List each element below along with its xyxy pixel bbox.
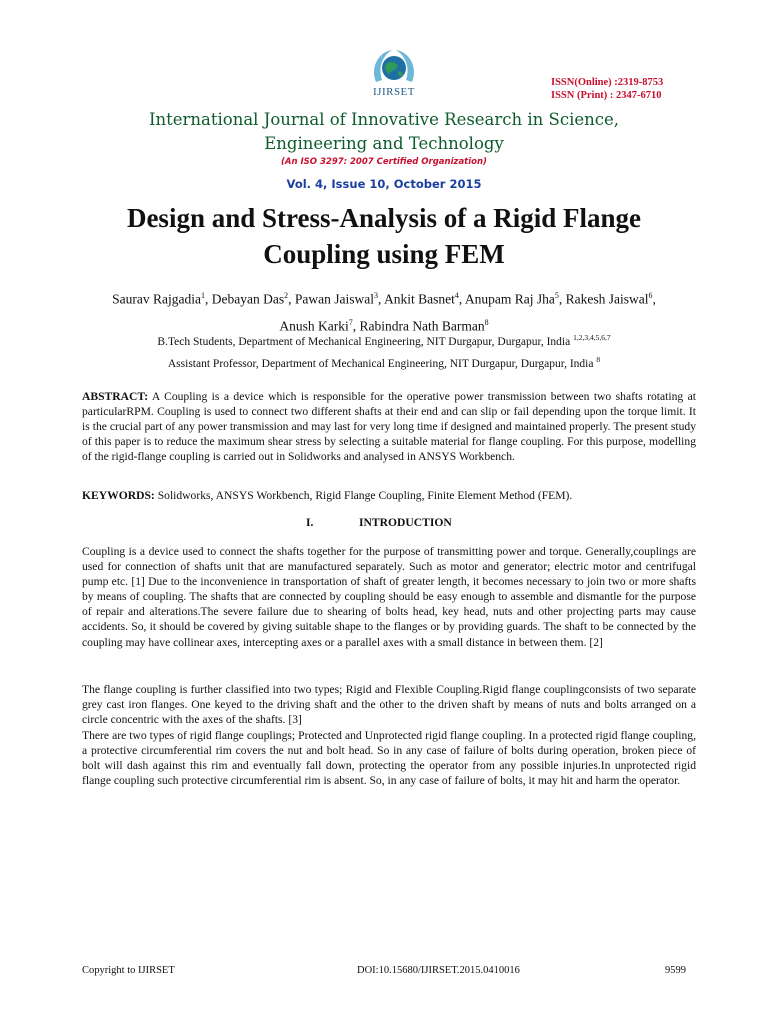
author-sup: 5 [554,291,559,300]
paper-title-line2: Coupling using FEM [263,239,505,269]
author-sup: 1 [201,291,205,300]
issn-block [551,76,663,102]
author-list: Saurav Rajgadia$^1$, Debayan Das$^2$, Pawan Jaiswal$^3$, Ankit Basnet$^4$, Anupam Raj Jha$^5$, Rakesh Jaiswal$^6$, Anush Karki$^7$, Rabindra Nath Barman$^8$ [112,291,656,333]
journal-logo-text: IJIRSET [373,86,415,98]
keywords-label: KEYWORDS: [82,489,155,502]
author-name: Rabindra Nath Barman [359,318,485,333]
affiliation-sup: 1,2,3,4,5,6,7 [573,333,611,342]
issn-print: ISSN (Print) : 2347-6710 [551,90,662,101]
volume-issue: Vol. 4, Issue 10, October 2015 [286,177,482,191]
affiliation-students [40,333,728,348]
author-sup: 7 [348,317,353,327]
keywords-text: Solidworks, ANSYS Workbench, Rigid Flange Coupling, Finite Element Method (FEM). [154,489,573,502]
author-name: Anush Karki [279,318,349,333]
section-number: I. [306,516,314,529]
author-name: Debayan Das [211,291,285,307]
abstract [82,389,696,464]
affiliation-text: B.Tech Students, Department of Mechanical Engineering, NIT Durgapur, Durgapur, India [157,335,571,348]
author-name: Ankit Basnet [383,291,455,307]
iso-certification: (An ISO 3297: 2007 Certified Organization) [281,157,487,167]
journal-name-line1: International Journal of Innovative Research in Science, [148,110,620,129]
footer-doi: DOI:10.15680/IJIRSET.2015.0410016 [357,965,520,976]
intro-paragraph-1: Coupling is a device used to connect the shafts together for the purpose of transmitting power and torque. Generally,couplings are used for connection of shafts unit that are manufactured separately. Such as motor and generator; electric motor and centrifugal pump etc. [1] Due to the inconvenience in transportation of shaft of greater length, it becomes necessary to join two or more shafts by means of coupling. The shafts that are connected by coupling should be easy enough to assemble and dismantle for the purpose of repair and alterations.The severe failure due to shearing of bolts head, key head, nuts and other projecting parts may cause accidents. So, it should be covered by giving suitable shape to the flanges or by providing guards. The shaft to be connected by the coupling may have collinear axes, intercepting axes or a parallel axes with a small distance in between them. [2] [82,545,696,649]
journal-name-line2: Engineering and Technology [264,134,504,153]
affiliation-professor [40,355,728,370]
author-sup: 3 [373,291,378,300]
intro-paragraph-3: There are two types of rigid flange couplings; Protected and Unprotected rigid flange coupling. In a protected rigid flange coupling, a protective circumferential rim covers the nut and bolt head. So in any case of failure of bolts during operation, broken piece of bolt will dash against this rim and eventually fall down, protecting the operator from any possible injuries.In unprotected rigid flange coupling such protective circumferential rim is absent. So, in any case of failure of bolts, it may hit and harm the operator. [82,729,696,788]
author-sup: 2 [284,291,289,300]
paper-title [40,200,728,272]
footer-copyright: Copyright to IJIRSET [82,965,175,976]
author-sup: 6 [648,291,653,300]
intro-paragraph-2: The flange coupling is further classified into two types; Rigid and Flexible Coupling.Rigid flange couplingconsists of two separate grey cast iron flanges. One keyed to the driving shaft and the other to the driven shaft by means of nuts and bolts arranged on a circle concentric with the axes of the shafts. [3] [82,683,696,727]
footer-page-number: 9599 [665,965,686,976]
affiliation-text: Assistant Professor, Department of Mechanical Engineering, NIT Durgapur, Durgapur, India [167,357,594,370]
abstract-label: ABSTRACT: [82,390,149,403]
author-name: Rakesh Jaiswal [565,291,649,307]
author-sup: 4 [454,291,459,300]
journal-name [0,108,768,156]
abstract-text: A Coupling is a device which is responsible for the operative power transmission between two shafts rotating at particularRPM. Coupling is used to connect two different shafts at their end and can slip or fail depending upon the torque limit. It is the crucial part of any power transmission and may last for very long time if designed and maintained properly. The present study of this paper is to reduce the maximum shear stress by selecting a suitable material for flange coupling. For this purpose, modelling of the rigid-flange coupling is carried out in Solidworks and analysed in ANSYS Workbench. [82,390,696,464]
author-name: Pawan Jaiswal [294,291,374,307]
keywords [82,488,696,503]
affiliation-sup: 8 [596,355,601,364]
issn-online: ISSN(Online) :2319-8753 [551,77,664,88]
paper-title-line1: Design and Stress-Analysis of a Rigid Flange [126,203,642,233]
author-sup: 8 [484,317,489,327]
author-name: Saurav Rajgadia [112,291,201,307]
section-title: INTRODUCTION [359,516,452,529]
author-name: Anupam Raj Jha [464,291,555,307]
